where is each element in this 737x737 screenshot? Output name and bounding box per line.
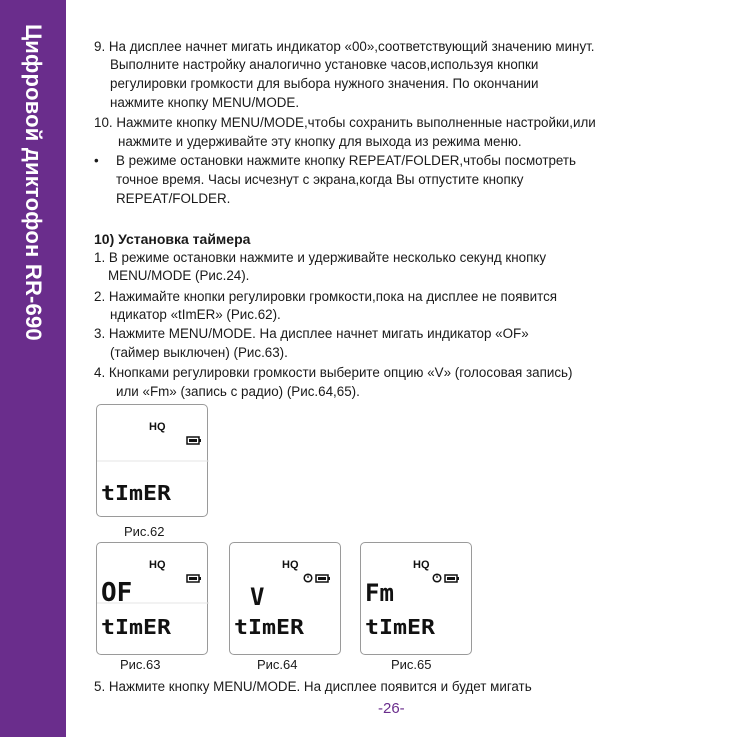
- text-line: 10. Нажмите кнопку MENU/MODE,чтобы сохранить выполненные настройки,или: [94, 115, 596, 130]
- text-line: MENU/MODE (Рис.24).: [108, 268, 250, 283]
- caption-figure-63: Рис.63: [120, 657, 161, 672]
- text-line: или «Fm» (запись с радио) (Рис.64,65).: [116, 384, 360, 399]
- sidebar-title: Цифровой диктофон RR-690: [21, 24, 46, 341]
- text-line: В режиме остановки нажмите кнопку REPEAT/FOLDER,чтобы посмотреть: [116, 153, 577, 168]
- text-line: нажмите кнопку MENU/MODE.: [110, 95, 300, 110]
- text-line: 3. Нажмите MENU/MODE. На дисплее начнет мигать индикатор «OF»: [94, 326, 529, 341]
- text-line: 2. Нажимайте кнопки регулировки громкости,пока на дисплее не появится: [94, 289, 558, 304]
- hq-label: HQ: [149, 421, 166, 433]
- battery-icon: [445, 575, 459, 582]
- caption-figure-65: Рис.65: [391, 657, 432, 672]
- hq-label: HQ: [413, 559, 430, 571]
- bullet: •: [94, 153, 99, 168]
- clock-icon: [433, 574, 441, 582]
- hq-label: HQ: [149, 559, 166, 571]
- battery-icon: [187, 575, 201, 582]
- battery-icon: [316, 575, 330, 582]
- battery-icon: [187, 437, 201, 444]
- lcd-figure-63: [96, 542, 208, 655]
- text-line: 9. На дисплее начнет мигать индикатор «00»,соответствующий значению минут.: [94, 39, 595, 54]
- text-line: 4. Кнопками регулировки громкости выберите опцию «V» (голосовая запись): [94, 365, 573, 380]
- text-line: точное время. Часы исчезнут с экрана,когда Вы отпустите кнопку: [116, 172, 524, 187]
- hq-label: HQ: [282, 559, 299, 571]
- text-line: Выполните настройку аналогично установке часов,используя кнопки: [110, 57, 539, 72]
- lcd-top-text: V: [250, 583, 265, 611]
- lcd-top-text: Fm: [365, 579, 394, 607]
- text-line: регулировки громкости для выбора нужного значения. По окончании: [110, 76, 539, 91]
- lcd-figure-62: [96, 404, 208, 517]
- lcd-bottom-text: tImER: [101, 481, 173, 505]
- text-line: 5. Нажмите кнопку MENU/MODE. На дисплее появится и будет мигать: [94, 679, 532, 694]
- lcd-figure-64: [229, 542, 341, 655]
- text-line: 1. В режиме остановки нажмите и удерживайте несколько секунд кнопку: [94, 250, 547, 265]
- lcd-bottom-text: tImER: [101, 615, 173, 639]
- lcd-bottom-text: tImER: [365, 615, 437, 639]
- clock-icon: [304, 574, 312, 582]
- lcd-figure-65: [360, 542, 472, 655]
- text-line: нажмите и удерживайте эту кнопку для выхода из режима меню.: [118, 134, 522, 149]
- caption-figure-62: Рис.62: [124, 524, 165, 539]
- text-line: (таймер выключен) (Рис.63).: [110, 345, 288, 360]
- lcd-top-text: OF: [101, 578, 133, 608]
- lcd-bottom-text: tImER: [234, 615, 306, 639]
- page-number: -26-: [378, 700, 405, 717]
- text-line: ндикатор «tImER» (Рис.62).: [110, 307, 281, 322]
- section-heading: 10) Установка таймера: [94, 231, 251, 247]
- sidebar: [0, 0, 66, 737]
- text-line: REPEAT/FOLDER.: [116, 191, 231, 206]
- caption-figure-64: Рис.64: [257, 657, 298, 672]
